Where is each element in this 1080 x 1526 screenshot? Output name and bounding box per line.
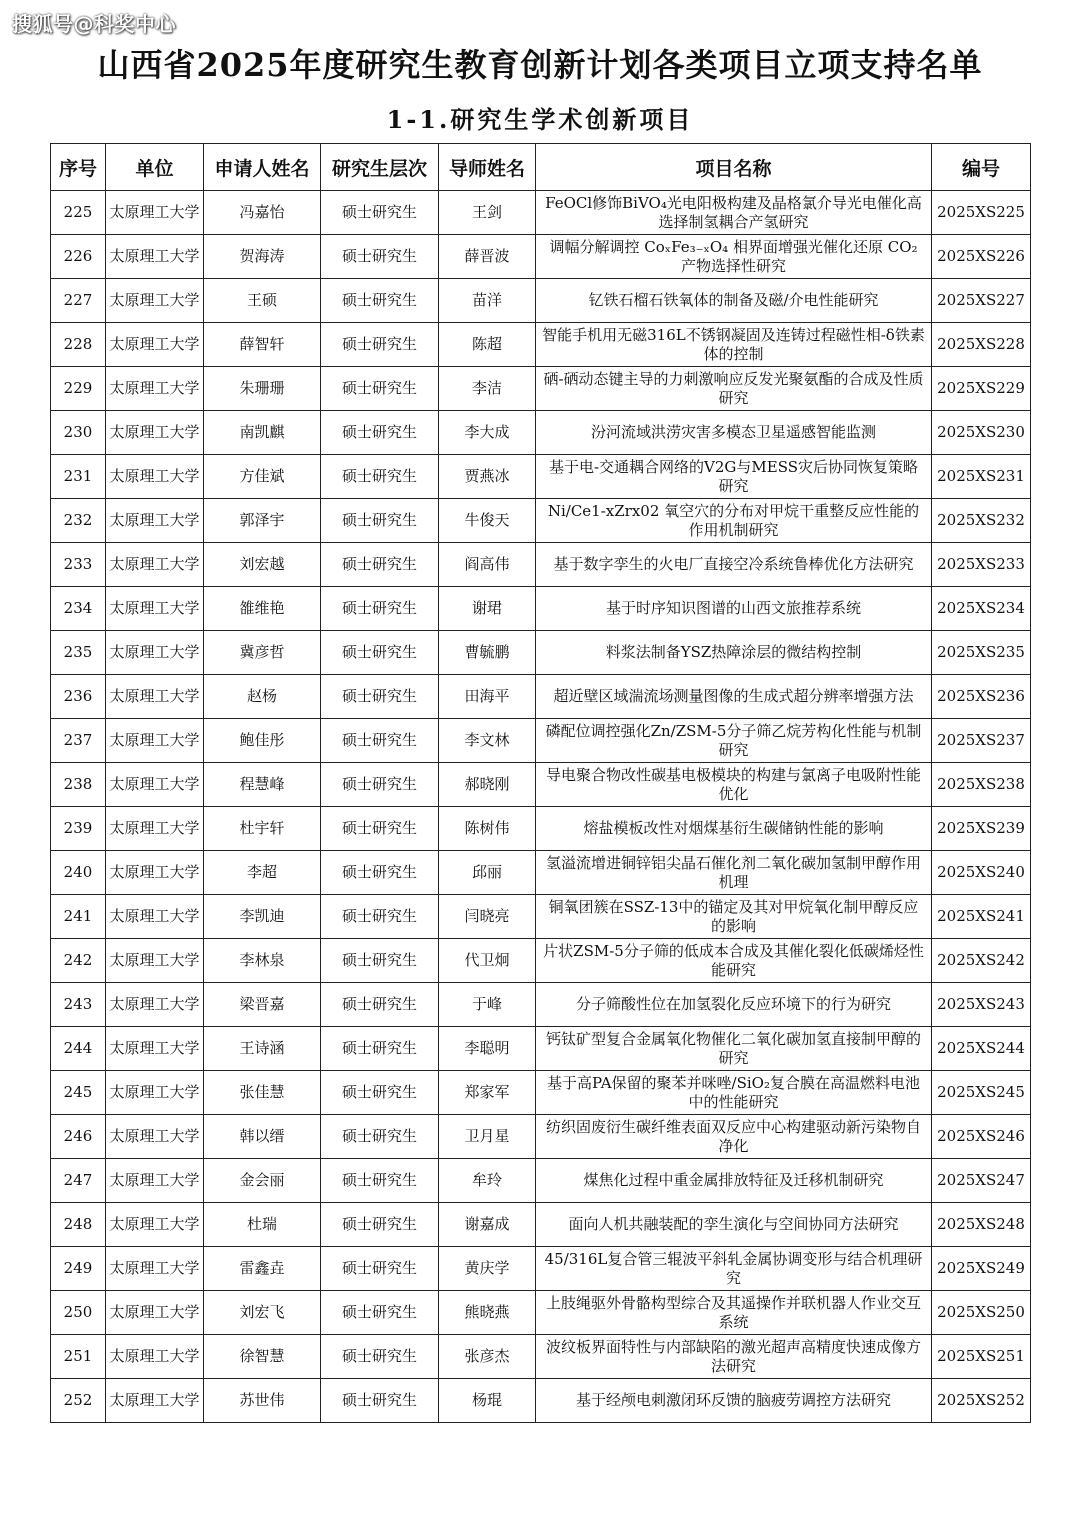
- table-row: [51, 323, 1031, 367]
- cell-project-name: 基于电-交通耦合网络的V2G与MESS灾后协同恢复策略研究: [536, 455, 932, 499]
- cell-seq: 236: [51, 675, 106, 719]
- cell-seq: 239: [51, 807, 106, 851]
- cell-level: 硕士研究生: [321, 279, 439, 323]
- cell-applicant: 贺海涛: [204, 235, 321, 279]
- cell-level: 硕士研究生: [321, 235, 439, 279]
- cell-supervisor: 黄庆学: [439, 1247, 536, 1291]
- cell-applicant: 郭泽宇: [204, 499, 321, 543]
- cell-unit: 太原理工大学: [106, 191, 204, 235]
- table-row: [51, 807, 1031, 851]
- cell-applicant: 方佳斌: [204, 455, 321, 499]
- table-row: [51, 411, 1031, 455]
- cell-unit: 太原理工大学: [106, 1159, 204, 1203]
- table-row: [51, 851, 1031, 895]
- cell-seq: 247: [51, 1159, 106, 1203]
- cell-seq: 225: [51, 191, 106, 235]
- cell-project-name: 钙钛矿型复合金属氧化物催化二氧化碳加氢直接制甲醇的研究: [536, 1027, 932, 1071]
- cell-level: 硕士研究生: [321, 543, 439, 587]
- cell-applicant: 梁晋嘉: [204, 983, 321, 1027]
- cell-code: 2025XS248: [932, 1203, 1031, 1247]
- cell-code: 2025XS247: [932, 1159, 1031, 1203]
- cell-project-name: 汾河流域洪涝灾害多模态卫星遥感智能监测: [536, 411, 932, 455]
- table-row: [51, 279, 1031, 323]
- cell-code: 2025XS239: [932, 807, 1031, 851]
- cell-level: 硕士研究生: [321, 895, 439, 939]
- cell-level: 硕士研究生: [321, 411, 439, 455]
- cell-project-name: 基于时序知识图谱的山西文旅推荐系统: [536, 587, 932, 631]
- cell-code: 2025XS241: [932, 895, 1031, 939]
- header-applicant: 申请人姓名: [204, 144, 321, 191]
- cell-supervisor: 代卫炯: [439, 939, 536, 983]
- cell-level: 硕士研究生: [321, 1379, 439, 1423]
- cell-supervisor: 曹毓鹏: [439, 631, 536, 675]
- cell-project-name: 钇铁石榴石铁氧体的制备及磁/介电性能研究: [536, 279, 932, 323]
- cell-level: 硕士研究生: [321, 1159, 439, 1203]
- cell-applicant: 朱珊珊: [204, 367, 321, 411]
- cell-seq: 249: [51, 1247, 106, 1291]
- project-table: [50, 143, 1031, 1423]
- cell-code: 2025XS230: [932, 411, 1031, 455]
- cell-applicant: 鲍佳彤: [204, 719, 321, 763]
- cell-unit: 太原理工大学: [106, 939, 204, 983]
- cell-unit: 太原理工大学: [106, 367, 204, 411]
- cell-code: 2025XS252: [932, 1379, 1031, 1423]
- cell-supervisor: 李文林: [439, 719, 536, 763]
- cell-code: 2025XS240: [932, 851, 1031, 895]
- table-row: [51, 763, 1031, 807]
- table-row: [51, 1247, 1031, 1291]
- cell-code: 2025XS226: [932, 235, 1031, 279]
- cell-seq: 251: [51, 1335, 106, 1379]
- cell-supervisor: 熊晓燕: [439, 1291, 536, 1335]
- cell-applicant: 程慧峰: [204, 763, 321, 807]
- cell-project-name: 氢溢流增进铜锌铝尖晶石催化剂二氧化碳加氢制甲醇作用机理: [536, 851, 932, 895]
- cell-project-name: 面向人机共融装配的孪生演化与空间协同方法研究: [536, 1203, 932, 1247]
- cell-applicant: 冀彦哲: [204, 631, 321, 675]
- cell-applicant: 韩以缙: [204, 1115, 321, 1159]
- cell-supervisor: 卫月星: [439, 1115, 536, 1159]
- cell-seq: 238: [51, 763, 106, 807]
- cell-supervisor: 王剑: [439, 191, 536, 235]
- cell-supervisor: 阎高伟: [439, 543, 536, 587]
- table-row: [51, 543, 1031, 587]
- cell-level: 硕士研究生: [321, 1247, 439, 1291]
- cell-applicant: 冯嘉怡: [204, 191, 321, 235]
- cell-code: 2025XS236: [932, 675, 1031, 719]
- cell-level: 硕士研究生: [321, 455, 439, 499]
- table-row: [51, 1335, 1031, 1379]
- cell-seq: 227: [51, 279, 106, 323]
- page-title: 山西省2025年度研究生教育创新计划各类项目立项支持名单: [97, 46, 983, 84]
- cell-project-name: Ni/Ce1-xZrx02 氧空穴的分布对甲烷干重整反应性能的作用机制研究: [536, 499, 932, 543]
- cell-supervisor: 牛俊天: [439, 499, 536, 543]
- cell-seq: 226: [51, 235, 106, 279]
- cell-code: 2025XS229: [932, 367, 1031, 411]
- header-code: 编号: [932, 144, 1031, 191]
- cell-unit: 太原理工大学: [106, 1115, 204, 1159]
- watermark: 搜狐号@科奖中心: [12, 12, 176, 36]
- cell-applicant: 雒维艳: [204, 587, 321, 631]
- table-row: [51, 235, 1031, 279]
- cell-unit: 太原理工大学: [106, 631, 204, 675]
- cell-code: 2025XS234: [932, 587, 1031, 631]
- cell-applicant: 张佳慧: [204, 1071, 321, 1115]
- cell-unit: 太原理工大学: [106, 675, 204, 719]
- cell-level: 硕士研究生: [321, 1291, 439, 1335]
- cell-project-name: 波纹板界面特性与内部缺陷的激光超声高精度快速成像方法研究: [536, 1335, 932, 1379]
- cell-code: 2025XS228: [932, 323, 1031, 367]
- cell-level: 硕士研究生: [321, 1203, 439, 1247]
- cell-project-name: FeOCl修饰BiVO₄光电阳极构建及晶格氯介导光电催化高选择制氢耦合产氢研究: [536, 191, 932, 235]
- cell-supervisor: 苗洋: [439, 279, 536, 323]
- cell-project-name: 导电聚合物改性碳基电极模块的构建与氯离子电吸附性能优化: [536, 763, 932, 807]
- cell-supervisor: 薛晋波: [439, 235, 536, 279]
- cell-seq: 244: [51, 1027, 106, 1071]
- table-row: [51, 1071, 1031, 1115]
- cell-seq: 248: [51, 1203, 106, 1247]
- cell-seq: 237: [51, 719, 106, 763]
- cell-unit: 太原理工大学: [106, 1335, 204, 1379]
- section-subtitle: 1-1.研究生学术创新项目: [386, 105, 694, 134]
- cell-seq: 235: [51, 631, 106, 675]
- cell-project-name: 片状ZSM-5分子筛的低成本合成及其催化裂化低碳烯烃性能研究: [536, 939, 932, 983]
- cell-level: 硕士研究生: [321, 1335, 439, 1379]
- cell-code: 2025XS232: [932, 499, 1031, 543]
- cell-applicant: 李超: [204, 851, 321, 895]
- cell-code: 2025XS245: [932, 1071, 1031, 1115]
- cell-applicant: 赵杨: [204, 675, 321, 719]
- cell-unit: 太原理工大学: [106, 543, 204, 587]
- cell-unit: 太原理工大学: [106, 1203, 204, 1247]
- table-row: [51, 587, 1031, 631]
- cell-project-name: 45/316L复合管三辊波平斜轧金属协调变形与结合机理研究: [536, 1247, 932, 1291]
- cell-unit: 太原理工大学: [106, 279, 204, 323]
- table-row: [51, 367, 1031, 411]
- cell-unit: 太原理工大学: [106, 719, 204, 763]
- cell-project-name: 料浆法制备YSZ热障涂层的微结构控制: [536, 631, 932, 675]
- cell-project-name: 智能手机用无磁316L不锈钢凝固及连铸过程磁性相-δ铁素体的控制: [536, 323, 932, 367]
- cell-seq: 252: [51, 1379, 106, 1423]
- table-row: [51, 499, 1031, 543]
- cell-level: 硕士研究生: [321, 807, 439, 851]
- cell-code: 2025XS242: [932, 939, 1031, 983]
- cell-seq: 230: [51, 411, 106, 455]
- cell-seq: 240: [51, 851, 106, 895]
- table-row: [51, 1115, 1031, 1159]
- cell-applicant: 王诗涵: [204, 1027, 321, 1071]
- cell-applicant: 李凯迪: [204, 895, 321, 939]
- cell-applicant: 薛智轩: [204, 323, 321, 367]
- cell-seq: 232: [51, 499, 106, 543]
- cell-level: 硕士研究生: [321, 719, 439, 763]
- cell-unit: 太原理工大学: [106, 895, 204, 939]
- cell-supervisor: 贾燕冰: [439, 455, 536, 499]
- cell-unit: 太原理工大学: [106, 499, 204, 543]
- cell-unit: 太原理工大学: [106, 851, 204, 895]
- cell-supervisor: 于峰: [439, 983, 536, 1027]
- cell-project-name: 基于数字孪生的火电厂直接空冷系统鲁棒优化方法研究: [536, 543, 932, 587]
- cell-unit: 太原理工大学: [106, 455, 204, 499]
- cell-seq: 242: [51, 939, 106, 983]
- cell-applicant: 李林泉: [204, 939, 321, 983]
- table-row: [51, 719, 1031, 763]
- cell-applicant: 刘宏飞: [204, 1291, 321, 1335]
- cell-level: 硕士研究生: [321, 983, 439, 1027]
- table-row: [51, 1027, 1031, 1071]
- cell-level: 硕士研究生: [321, 1027, 439, 1071]
- cell-project-name: 基于经颅电刺激闭环反馈的脑疲劳调控方法研究: [536, 1379, 932, 1423]
- table-row: [51, 1291, 1031, 1335]
- header-supervisor: 导师姓名: [439, 144, 536, 191]
- cell-project-name: 调幅分解调控 CoₓFe₃₋ₓO₄ 相界面增强光催化还原 CO₂ 产物选择性研究: [536, 235, 932, 279]
- cell-applicant: 金会丽: [204, 1159, 321, 1203]
- cell-applicant: 徐智慧: [204, 1335, 321, 1379]
- cell-seq: 231: [51, 455, 106, 499]
- cell-level: 硕士研究生: [321, 851, 439, 895]
- table-row: [51, 191, 1031, 235]
- cell-level: 硕士研究生: [321, 1115, 439, 1159]
- cell-applicant: 雷鑫垚: [204, 1247, 321, 1291]
- cell-unit: 太原理工大学: [106, 323, 204, 367]
- cell-unit: 太原理工大学: [106, 1027, 204, 1071]
- cell-seq: 250: [51, 1291, 106, 1335]
- table-row: [51, 455, 1031, 499]
- cell-seq: 233: [51, 543, 106, 587]
- cell-code: 2025XS237: [932, 719, 1031, 763]
- cell-code: 2025XS233: [932, 543, 1031, 587]
- cell-level: 硕士研究生: [321, 939, 439, 983]
- cell-applicant: 苏世伟: [204, 1379, 321, 1423]
- cell-level: 硕士研究生: [321, 631, 439, 675]
- cell-level: 硕士研究生: [321, 367, 439, 411]
- cell-project-name: 分子筛酸性位在加氢裂化反应环境下的行为研究: [536, 983, 932, 1027]
- cell-supervisor: 张彦杰: [439, 1335, 536, 1379]
- cell-project-name: 纺织固废衍生碳纤维表面双反应中心构建驱动新污染物自净化: [536, 1115, 932, 1159]
- cell-unit: 太原理工大学: [106, 807, 204, 851]
- cell-seq: 229: [51, 367, 106, 411]
- cell-project-name: 上肢绳驱外骨骼构型综合及其遥操作并联机器人作业交互系统: [536, 1291, 932, 1335]
- table-row: [51, 675, 1031, 719]
- cell-level: 硕士研究生: [321, 499, 439, 543]
- table-row: [51, 631, 1031, 675]
- cell-code: 2025XS243: [932, 983, 1031, 1027]
- cell-code: 2025XS227: [932, 279, 1031, 323]
- cell-supervisor: 郑家军: [439, 1071, 536, 1115]
- cell-supervisor: 陈树伟: [439, 807, 536, 851]
- table-header-row: [51, 144, 1031, 191]
- cell-seq: 245: [51, 1071, 106, 1115]
- table-row: [51, 939, 1031, 983]
- cell-supervisor: 田海平: [439, 675, 536, 719]
- cell-level: 硕士研究生: [321, 763, 439, 807]
- cell-project-name: 硒-硒动态键主导的力刺激响应反发光聚氨酯的合成及性质研究: [536, 367, 932, 411]
- cell-code: 2025XS250: [932, 1291, 1031, 1335]
- cell-unit: 太原理工大学: [106, 1247, 204, 1291]
- header-project-name: 项目名称: [536, 144, 932, 191]
- cell-supervisor: 郝晓刚: [439, 763, 536, 807]
- cell-code: 2025XS249: [932, 1247, 1031, 1291]
- cell-applicant: 刘宏越: [204, 543, 321, 587]
- cell-unit: 太原理工大学: [106, 1071, 204, 1115]
- cell-code: 2025XS246: [932, 1115, 1031, 1159]
- cell-unit: 太原理工大学: [106, 587, 204, 631]
- cell-supervisor: 谢珺: [439, 587, 536, 631]
- cell-seq: 234: [51, 587, 106, 631]
- cell-code: 2025XS238: [932, 763, 1031, 807]
- table-row: [51, 895, 1031, 939]
- cell-project-name: 基于高PA保留的聚苯并咪唑/SiO₂复合膜在高温燃料电池中的性能研究: [536, 1071, 932, 1115]
- cell-supervisor: 谢嘉成: [439, 1203, 536, 1247]
- cell-code: 2025XS235: [932, 631, 1031, 675]
- cell-supervisor: 李洁: [439, 367, 536, 411]
- cell-seq: 241: [51, 895, 106, 939]
- cell-level: 硕士研究生: [321, 1071, 439, 1115]
- cell-unit: 太原理工大学: [106, 763, 204, 807]
- cell-applicant: 杜瑞: [204, 1203, 321, 1247]
- cell-unit: 太原理工大学: [106, 411, 204, 455]
- cell-code: 2025XS244: [932, 1027, 1031, 1071]
- cell-code: 2025XS251: [932, 1335, 1031, 1379]
- cell-supervisor: 邱丽: [439, 851, 536, 895]
- table-row: [51, 1379, 1031, 1423]
- cell-project-name: 磷配位调控强化Zn/ZSM-5分子筛乙烷芳构化性能与机制研究: [536, 719, 932, 763]
- cell-seq: 243: [51, 983, 106, 1027]
- cell-applicant: 南凯麒: [204, 411, 321, 455]
- cell-code: 2025XS231: [932, 455, 1031, 499]
- cell-code: 2025XS225: [932, 191, 1031, 235]
- cell-project-name: 铜氧团簇在SSZ-13中的锚定及其对甲烷氧化制甲醇反应的影响: [536, 895, 932, 939]
- table-body: [51, 191, 1031, 1423]
- table-row: [51, 1203, 1031, 1247]
- header-unit: 单位: [106, 144, 204, 191]
- header-seq: 序号: [51, 144, 106, 191]
- cell-unit: 太原理工大学: [106, 983, 204, 1027]
- cell-supervisor: 杨琨: [439, 1379, 536, 1423]
- cell-project-name: 煤焦化过程中重金属排放特征及迁移机制研究: [536, 1159, 932, 1203]
- cell-unit: 太原理工大学: [106, 1291, 204, 1335]
- cell-supervisor: 闫晓亮: [439, 895, 536, 939]
- cell-unit: 太原理工大学: [106, 1379, 204, 1423]
- cell-supervisor: 陈超: [439, 323, 536, 367]
- cell-supervisor: 李聪明: [439, 1027, 536, 1071]
- cell-supervisor: 李大成: [439, 411, 536, 455]
- cell-project-name: 超近壁区域湍流场测量图像的生成式超分辨率增强方法: [536, 675, 932, 719]
- cell-level: 硕士研究生: [321, 675, 439, 719]
- cell-unit: 太原理工大学: [106, 235, 204, 279]
- header-level: 研究生层次: [321, 144, 439, 191]
- cell-applicant: 杜宇轩: [204, 807, 321, 851]
- cell-level: 硕士研究生: [321, 587, 439, 631]
- cell-level: 硕士研究生: [321, 191, 439, 235]
- table-row: [51, 1159, 1031, 1203]
- table-row: [51, 983, 1031, 1027]
- cell-applicant: 王硕: [204, 279, 321, 323]
- cell-seq: 228: [51, 323, 106, 367]
- cell-level: 硕士研究生: [321, 323, 439, 367]
- cell-seq: 246: [51, 1115, 106, 1159]
- cell-project-name: 熔盐模板改性对烟煤基衍生碳储钠性能的影响: [536, 807, 932, 851]
- cell-supervisor: 牟玲: [439, 1159, 536, 1203]
